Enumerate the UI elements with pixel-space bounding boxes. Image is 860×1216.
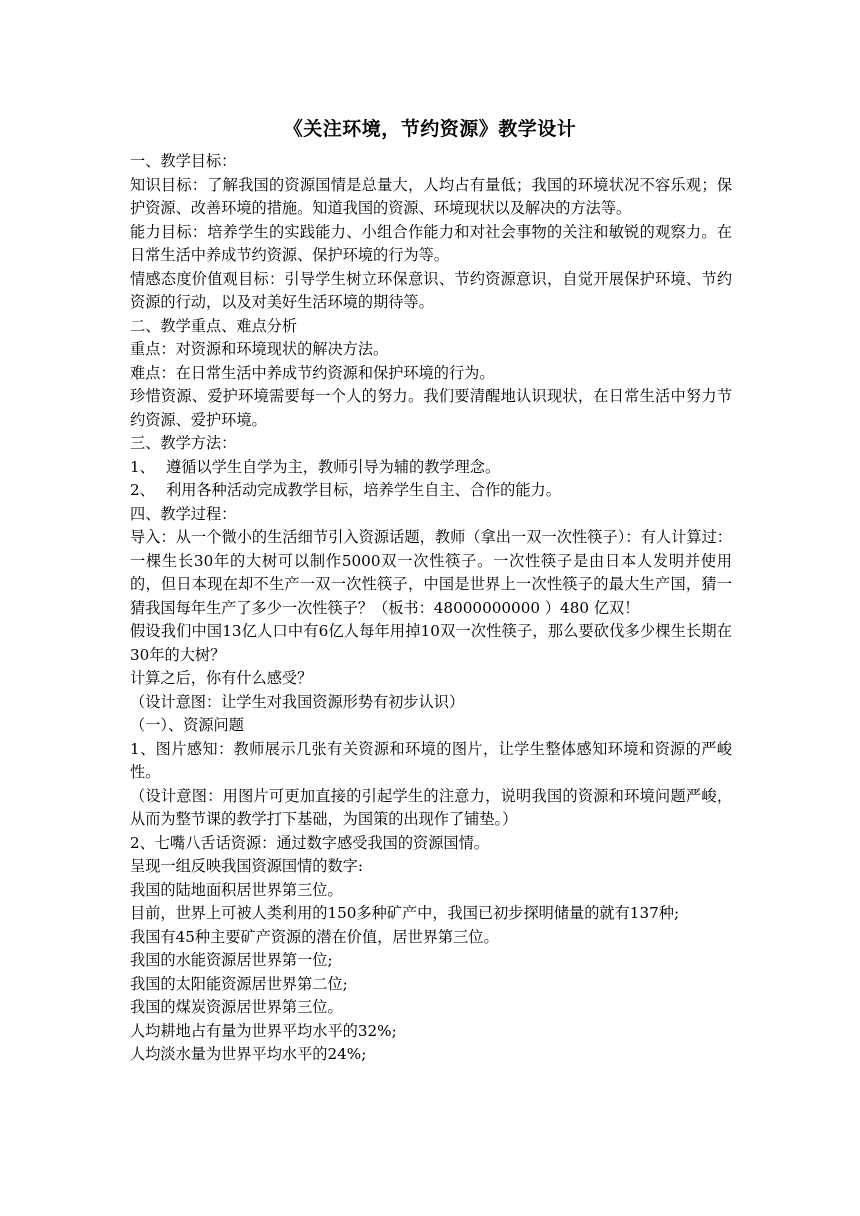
paragraph: 我国的水能资源居世界第一位; <box>130 951 333 969</box>
paragraph: （设计意图：用图片可更加直接的引起学生的注意力，说明我国的资源和环境问题严峻，从而为整节课的教学打下基础，为国策的出现作了铺垫。） <box>130 786 732 828</box>
paragraph: 四、教学过程： <box>130 504 237 523</box>
method-text: 利用各种活动完成教学目标，培养学生自主、合作的能力。 <box>166 481 561 499</box>
paragraph: 目前，世界上可被人类利用的150多种矿产中，我国已初步探明储量的就有137种; <box>130 904 680 922</box>
paragraph: 难点：在日常生活中养成节约资源和保护环境的行为。 <box>130 363 495 382</box>
method-text: 遵循以学生自学为主，教师引导为辅的教学理念。 <box>166 457 501 476</box>
paragraph: 能力目标：培养学生的实践能力、小组合作能力和对社会事物的关注和敏锐的观察力。在日常生活中养成节约资源、保护环境的行为等。 <box>130 222 732 264</box>
paragraph: 三、教学方法： <box>130 434 237 452</box>
paragraph: 我国有45种主要矿产资源的潜在价值，居世界第三位。 <box>130 927 499 946</box>
paragraph: 计算之后，你有什么感受？ <box>130 669 313 687</box>
document-title: 《关注环境，节约资源》教学设计 <box>283 118 577 140</box>
paragraph: 我国的陆地面积居世界第三位。 <box>130 880 343 899</box>
paragraph: 假设我们中国13亿人口中有6亿人每年用掉10双一次性筷子，那么要砍伐多少棵生长期在30年的大树？ <box>130 622 732 664</box>
method-item <box>130 479 732 503</box>
paragraph: 知识目标：了解我国的资源国情是总量大，人均占有量低；我国的环境状况不容乐观；保护资源、改善环境的措施。知道我国的资源、环境现状以及解决的方法等。 <box>130 175 732 217</box>
paragraph: 我国的煤炭资源居世界第三位。 <box>130 998 343 1016</box>
method-number: 1、 <box>130 457 155 476</box>
paragraph: 呈现一组反映我国资源国情的数字: <box>130 857 363 875</box>
paragraph: 重点：对资源和环境现状的解决方法。 <box>130 340 389 358</box>
paragraph: 2、七嘴八舌话资源：通过数字感受我国的资源国情。 <box>130 833 489 852</box>
paragraph: 1、图片感知：教师展示几张有关资源和环境的图片，让学生整体感知环境和资源的严峻性。 <box>130 739 732 781</box>
paragraph: 我国的太阳能资源居世界第二位; <box>130 974 348 993</box>
document-body <box>130 150 732 1067</box>
paragraph: 导入：从一个微小的生活细节引入资源话题，教师（拿出一双一次性筷子）：有人计算过：一棵生长30年的大树可以制作5000双一次性筷子。一次性筷子是由日本人发明并使用的，但日本现在却不生产一双一次性筷子，中国是世界上一次性筷子的最大生产国，猜一猜我国每年生产了多少一次性筷子？（板书：48000000000 ）480 亿双！ <box>130 528 732 617</box>
paragraph: 人均淡水量为世界平均水平的24%; <box>130 1045 367 1063</box>
method-number: 2、 <box>130 481 155 499</box>
method-item <box>130 456 732 480</box>
paragraph: 珍惜资源、爱护环境需要每一个人的努力。我们要清醒地认识现状，在日常生活中努力节约资源、爱护环境。 <box>130 387 732 429</box>
paragraph: 情感态度价值观目标：引导学生树立环保意识、节约资源意识，自觉开展保护环境、节约资源的行动，以及对美好生活环境的期待等。 <box>130 269 732 311</box>
paragraph: 二、教学重点、难点分析 <box>130 316 298 335</box>
paragraph: （一）、资源问题 <box>130 716 244 734</box>
paragraph: 人均耕地占有量为世界平均水平的32%; <box>130 1021 397 1040</box>
paragraph: （设计意图：让学生对我国资源形势有初步认识） <box>130 692 465 711</box>
paragraph: 一、教学目标： <box>130 152 237 170</box>
